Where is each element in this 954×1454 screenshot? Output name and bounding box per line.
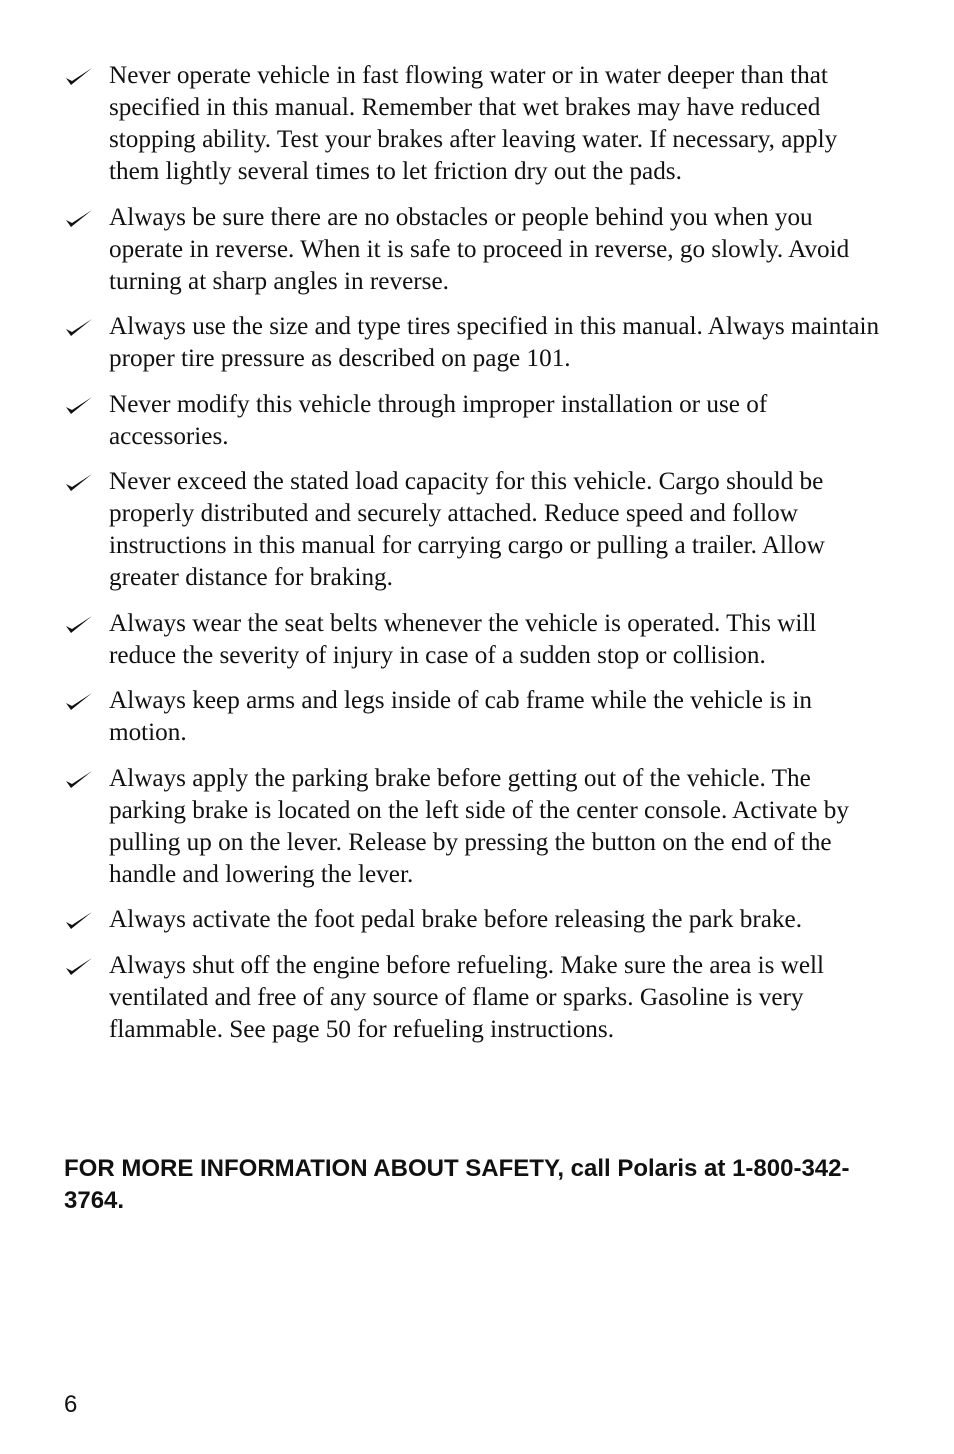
bullet-text: Never exceed the stated load capacity for this vehicle. Cargo should be properly distributed and securely attached. Reduce speed and follow instructions in this manual for carrying cargo or pulling a trailer. Allow greater distance for braking. xyxy=(109,468,825,591)
bullet-text: Always shut off the engine before refueling. Make sure the area is well ventilated and free of any source of flame or sparks. Gasoline is very flammable. See page 50 for refueling instructions. xyxy=(109,951,825,1043)
page-number: 6 xyxy=(64,1391,78,1418)
bullet-text: Always keep arms and legs inside of cab frame while the vehicle is in motion. xyxy=(109,687,812,746)
bullet-text: Always activate the foot pedal brake before releasing the park brake. xyxy=(109,906,803,933)
safety-bullet-list xyxy=(62,60,882,1059)
checkmark-icon xyxy=(64,613,94,635)
checkmark-icon xyxy=(64,690,94,712)
checkmark-icon xyxy=(64,955,94,977)
list-item xyxy=(62,311,882,375)
list-item xyxy=(62,202,882,298)
checkmark-icon xyxy=(64,909,94,931)
list-item xyxy=(62,950,882,1046)
list-item xyxy=(62,685,882,749)
bullet-text: Never operate vehicle in fast flowing water or in water deeper than that specified in this manual. Remember that wet brakes may have reduced stopping ability. Test your brakes after leaving water. If necessary, apply them lightly several times to let friction dry out the pads. xyxy=(109,62,838,185)
list-item xyxy=(62,608,882,672)
checkmark-icon xyxy=(64,471,94,493)
list-item xyxy=(62,466,882,594)
list-item xyxy=(62,60,882,188)
list-item xyxy=(62,763,882,891)
checkmark-icon xyxy=(64,768,94,790)
bullet-text: Always be sure there are no obstacles or people behind you when you operate in reverse. When it is safe to proceed in reverse, go slowly. Avoid turning at sharp angles in reverse. xyxy=(109,203,850,295)
checkmark-icon xyxy=(64,316,94,338)
checkmark-icon xyxy=(64,394,94,416)
bullet-text: Always wear the seat belts whenever the vehicle is operated. This will reduce the severity of injury in case of a sudden stop or collision. xyxy=(109,609,817,669)
checkmark-icon xyxy=(64,207,94,229)
checkmark-icon xyxy=(64,65,94,87)
safety-contact-note: FOR MORE INFORMATION ABOUT SAFETY, call Polaris at 1-800-342-3764. xyxy=(64,1155,850,1214)
bullet-text: Never modify this vehicle through improper installation or use of accessories. xyxy=(109,390,768,450)
bullet-text: Always use the size and type tires specified in this manual. Always maintain proper tire pressure as described on page 101. xyxy=(109,313,880,372)
list-item xyxy=(62,389,882,453)
list-item xyxy=(62,904,882,936)
bullet-text: Always apply the parking brake before getting out of the vehicle. The parking brake is located on the left side of the center console. Activate by pulling up on the lever. Release by pressing the button on the end of the handle and lowering the lever. xyxy=(109,764,849,888)
